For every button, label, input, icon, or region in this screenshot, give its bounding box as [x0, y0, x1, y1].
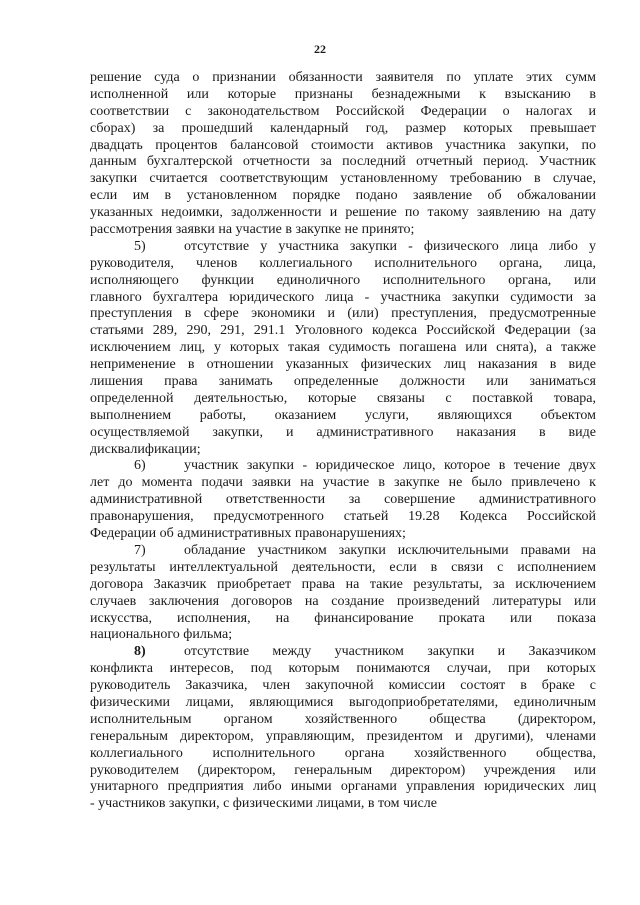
text-line [90, 695, 596, 712]
text-line [90, 458, 596, 475]
text-line [90, 256, 596, 273]
line-text: решение суда о признании обязанности заявителя по уплате этих сумм [90, 70, 596, 85]
text-line [90, 661, 596, 678]
line-text: сборах) за прошедший календарный год, размер которых превышает [90, 120, 596, 136]
line-text: отсутствие у участника закупки - физического лица либо у [184, 238, 596, 254]
line-text: лет до момента подачи заявки на участие в закупке не было привлечено к [90, 475, 596, 491]
text-line [90, 290, 596, 307]
text-line [90, 543, 596, 560]
page-number: 22 [314, 42, 326, 56]
line-text: двадцать процентов балансовой стоимости активов участника закупки, по [90, 137, 596, 153]
line-text: руководитель Заказчика, член закупочной комиссии состоят в браке с [90, 678, 596, 694]
line-text: административной ответственности за совершение административного [90, 492, 596, 508]
text-line [90, 323, 596, 340]
line-text: генеральным директором, управляющим, президентом и другими), членами [90, 728, 596, 744]
text-line [90, 509, 596, 526]
text-line [90, 104, 596, 121]
line-text: рассмотрения заявки на участие в закупке не принято; [90, 222, 415, 238]
text-line [90, 746, 596, 763]
text-line [90, 138, 596, 155]
line-text: лишения права занимать определенные должности или заниматься [90, 374, 596, 390]
text-line [90, 340, 596, 357]
text-line [90, 763, 596, 780]
text-line [90, 239, 596, 256]
line-text: неприменение в отношении указанных физических лиц наказания в виде [90, 357, 596, 373]
line-text: дисквалификации; [90, 441, 201, 457]
line-text: результаты интеллектуальной деятельности, если в связи с исполнением [90, 559, 596, 575]
text-line [90, 70, 596, 87]
line-text: статьями 289, 290, 291, 291.1 Уголовного кодекса Российской Федерации (за [90, 323, 596, 339]
text-line [90, 442, 596, 459]
text-line [90, 779, 596, 796]
line-text: отсутствие между участником закупки и Заказчиком [184, 644, 596, 660]
text-line [90, 391, 596, 408]
line-text: исполненной или которые признаны безнадежными к взысканию в [90, 86, 596, 102]
line-text: руководителя, членов коллегиального исполнительного органа, лица, [90, 255, 596, 271]
text-line [90, 87, 596, 104]
text-line [90, 171, 596, 188]
line-text: руководителем (директором, генеральным директором) учреждения или [90, 762, 596, 778]
line-text: участник закупки - юридическое лицо, которое в течение двух [184, 458, 596, 474]
line-text: случаев заключения договоров на создание произведений литературы или [90, 593, 596, 609]
list-number: 6) [134, 458, 146, 474]
line-text: унитарного предприятия либо иными органами управления юридических лиц [90, 779, 596, 795]
text-line [90, 408, 596, 425]
paragraph [90, 70, 596, 239]
list-number: 7) [134, 542, 146, 558]
line-text: исполнительным органом хозяйственного общества (директором, [90, 711, 596, 727]
text-line [90, 306, 596, 323]
text-line [90, 729, 596, 746]
line-text: соответствии с законодательством Российской Федерации о налогах и [90, 103, 596, 119]
line-text: закупки считается соответствующим установленному требованию в случае, [90, 171, 596, 187]
line-text: главного бухгалтера юридического лица - участника закупки судимости за [90, 289, 596, 305]
line-text: выполнением работы, оказанием услуги, являющихся объектом [90, 407, 596, 423]
text-line [90, 154, 596, 171]
text-line [90, 475, 596, 492]
line-text: договора Заказчик приобретает права на такие результаты, за исключением [90, 576, 596, 592]
line-text: преступления в сфере экономики и (или) преступления, предусмотренные [90, 306, 596, 322]
line-text: Федерации об административных правонарушениях; [90, 526, 406, 542]
text-line [90, 611, 596, 628]
line-text: определенной деятельностью, которые связаны с поставкой товара, [90, 390, 596, 406]
list-number: 8) [134, 644, 146, 660]
line-text: указанных недоимки, задолженности и решение по такому заявлению на дату [90, 205, 596, 221]
text-line [90, 188, 596, 205]
text-line [90, 644, 596, 661]
text-line [90, 273, 596, 290]
text-line [90, 374, 596, 391]
text-line [90, 357, 596, 374]
text-line [90, 796, 596, 813]
text-line [90, 577, 596, 594]
text-line [90, 526, 596, 543]
line-text: коллегиального исполнительного органа хозяйственного общества, [90, 745, 596, 761]
text-line [90, 594, 596, 611]
line-text: конфликта интересов, под которым понимаются случаи, при которых [90, 661, 596, 677]
line-text: осуществляемой закупки, и административного наказания в виде [90, 424, 596, 440]
text-line [90, 678, 596, 695]
paragraph [90, 644, 596, 813]
line-text: обладание участником закупки исключительными правами на [184, 542, 596, 558]
line-text: национального фильма; [90, 627, 233, 643]
document-body [90, 70, 596, 813]
line-text: - участников закупки, с физическими лицами, в том числе [90, 796, 437, 812]
line-text: если им в установленном порядке подано заявление об обжаловании [90, 188, 596, 204]
line-text: искусства, исполнения, на финансирование проката или показа [90, 610, 596, 626]
list-number: 5) [134, 238, 146, 254]
text-line [90, 560, 596, 577]
line-text: исполняющего функции единоличного исполнительного органа, или [90, 272, 596, 288]
paragraph [90, 543, 596, 644]
line-text: данным бухгалтерской отчетности за последний отчетный период. Участник [90, 154, 596, 170]
line-text: физическими лицами, являющимися выгодоприобретателями, единоличным [90, 694, 596, 710]
text-line [90, 425, 596, 442]
line-text: правонарушения, предусмотренного статьей 19.28 Кодекса Российской [90, 509, 596, 525]
text-line [90, 222, 596, 239]
text-line [90, 121, 596, 138]
text-line [90, 205, 596, 222]
paragraph [90, 458, 596, 542]
text-line [90, 627, 596, 644]
text-line [90, 492, 596, 509]
text-line [90, 712, 596, 729]
line-text: исключением лиц, у которых такая судимость погашена или снята), а также [90, 340, 596, 356]
paragraph [90, 239, 596, 459]
